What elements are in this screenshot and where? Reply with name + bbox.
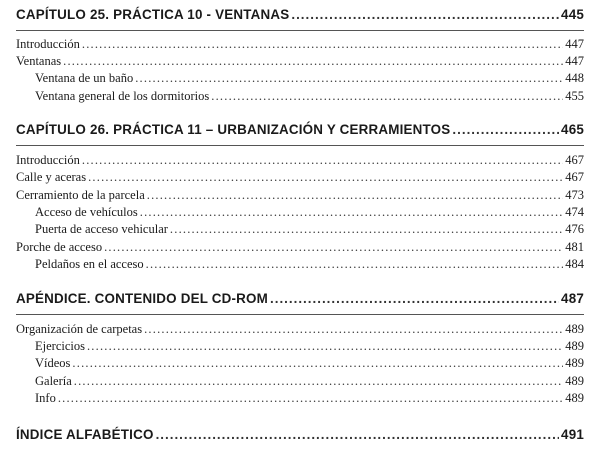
entry-title: Ventana general de los dormitorios [35,89,210,103]
entry-title: Puerta de acceso vehicular [35,222,168,236]
dot-leader [72,356,563,371]
entry-title: Info [35,391,56,405]
dot-leader [270,291,559,306]
entry-page: 489 [565,339,584,353]
chapter-divider [16,314,584,315]
entry-title: Ventana de un baño [35,71,134,85]
toc-subentry[interactable] [16,71,584,86]
dot-leader [144,322,563,337]
chapter-divider [16,145,584,146]
chapter-divider [16,30,584,31]
entry-title: Introducción [16,37,80,51]
toc-subentry[interactable] [16,356,584,371]
entry-page: 467 [565,153,584,167]
index-heading[interactable] [16,427,584,442]
entry-page: 455 [565,89,584,103]
entry-page: 484 [565,257,584,271]
dot-leader [147,188,564,203]
entry-title: Introducción [16,153,80,167]
dot-leader [146,257,564,272]
entry-page: 448 [565,71,584,85]
chapter-title: APÉNDICE. CONTENIDO DEL CD-ROM [16,291,269,306]
toc-subentry[interactable] [16,222,584,237]
toc-entry[interactable] [16,322,584,337]
dot-leader [58,391,563,406]
dot-leader [82,37,563,52]
entry-title: Ejercicios [35,339,85,353]
entry-title: Calle y aceras [16,170,87,184]
entry-page: 473 [565,188,584,202]
entry-title: Porche de acceso [16,240,103,254]
appendix-heading[interactable] [16,291,584,306]
entry-page: 447 [565,37,584,51]
toc-subentry[interactable] [16,89,584,104]
dot-leader [135,71,563,86]
dot-leader [74,374,563,389]
entry-title: Galería [35,374,72,388]
entry-title: Ventanas [16,54,62,68]
entry-page: 474 [565,205,584,219]
dot-leader [82,153,563,168]
chapter-page: 491 [561,427,584,442]
dot-leader [156,427,559,442]
entry-page: 476 [565,222,584,236]
entry-page: 489 [565,374,584,388]
dot-leader [88,170,563,185]
entry-title: Cerramiento de la parcela [16,188,145,202]
toc-entry[interactable] [16,153,584,168]
chapter-25-heading[interactable] [16,7,584,22]
chapter-title: ÍNDICE ALFABÉTICO [16,427,154,442]
dot-leader [211,89,563,104]
chapter-page: 445 [561,7,584,22]
chapter-26-heading[interactable] [16,122,584,137]
toc-subentry[interactable] [16,257,584,272]
dot-leader [170,222,563,237]
chapter-page: 465 [561,122,584,137]
dot-leader [104,240,563,255]
entry-title: Organización de carpetas [16,322,143,336]
entry-title: Vídeos [35,356,71,370]
dot-leader [140,205,564,220]
entry-page: 489 [565,356,584,370]
entry-page: 489 [565,391,584,405]
toc-entry[interactable] [16,54,584,69]
entry-page: 467 [565,170,584,184]
toc-entry[interactable] [16,188,584,203]
toc-entry[interactable] [16,37,584,52]
entry-page: 481 [565,240,584,254]
chapter-title: CAPÍTULO 26. PRÁCTICA 11 – URBANIZACIÓN Y CERRAMIENTOS [16,122,451,137]
chapter-page: 487 [561,291,584,306]
chapter-title: CAPÍTULO 25. PRÁCTICA 10 - VENTANAS [16,7,290,22]
entry-page: 489 [565,322,584,336]
toc-subentry[interactable] [16,339,584,354]
entry-title: Acceso de vehículos [35,205,138,219]
toc-subentry[interactable] [16,391,584,406]
toc-entry[interactable] [16,170,584,185]
toc-subentry[interactable] [16,374,584,389]
entry-page: 447 [565,54,584,68]
dot-leader [63,54,563,69]
entry-title: Peldaños en el acceso [35,257,144,271]
dot-leader [87,339,563,354]
toc-subentry[interactable] [16,205,584,220]
dot-leader [452,122,559,137]
dot-leader [291,7,559,22]
toc-entry[interactable] [16,240,584,255]
